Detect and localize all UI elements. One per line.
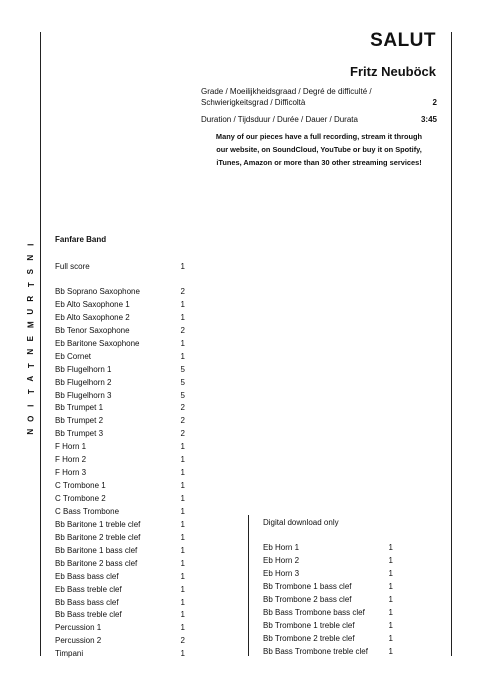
list-item: [55, 597, 185, 610]
list-item: [55, 364, 185, 377]
part-qty: 1: [180, 571, 185, 581]
part-name: Eb Baritone Saxophone: [55, 338, 140, 348]
side-label-letter: N: [26, 429, 36, 436]
part-qty: 1: [180, 442, 185, 452]
grade-label-line1: Grade / Moeilijkheidsgraad / Degré de difficulté /: [201, 87, 372, 96]
list-item: [55, 428, 185, 441]
part-name: Eb Horn 1: [263, 543, 300, 552]
list-item: [263, 568, 393, 581]
list-item: [263, 620, 393, 633]
part-name: Timpani: [55, 649, 84, 659]
list-item: [55, 351, 185, 364]
list-item: [55, 377, 185, 390]
part-name: Bb Flugelhorn 1: [55, 364, 112, 374]
part-name: Bb Trombone 2 bass clef: [263, 594, 352, 604]
part-name: C Bass Trombone: [55, 506, 120, 516]
full-score-qty: 1: [180, 262, 185, 271]
list-item: [55, 635, 185, 648]
list-item: [55, 415, 185, 428]
part-name: Bb Baritone 2 treble clef: [55, 532, 141, 542]
list-item: [263, 594, 393, 607]
part-qty: 5: [180, 390, 185, 400]
list-item: [55, 558, 185, 571]
part-qty: 1: [180, 545, 185, 555]
list-item: [55, 299, 185, 312]
part-qty: 2: [180, 403, 185, 413]
part-name: Eb Bass bass clef: [55, 571, 119, 581]
part-name: Bb Baritone 2 bass clef: [55, 558, 138, 568]
part-name: Eb Horn 3: [263, 568, 300, 578]
list-item: [263, 555, 393, 568]
part-name: Eb Cornet: [55, 351, 92, 361]
list-item: [55, 584, 185, 597]
duration-label: Duration / Tijdsduur / Durée / Dauer / Durata: [201, 115, 358, 124]
list-item: [55, 325, 185, 338]
side-label-letter: T: [26, 282, 36, 288]
side-label-letter: R: [26, 295, 36, 302]
part-qty: 1: [388, 646, 393, 656]
list-item: [55, 622, 185, 635]
part-qty: 1: [180, 532, 185, 542]
digital-download-title: Digital download only: [263, 518, 339, 527]
list-item: [263, 581, 393, 594]
left-margin-line: [40, 32, 41, 656]
list-item: [55, 467, 185, 480]
part-name: Bb Trumpet 2: [55, 416, 104, 426]
list-item: [263, 542, 393, 555]
list-item: [55, 454, 185, 467]
side-label-letter: M: [26, 321, 36, 329]
side-label-letter: T: [26, 389, 36, 395]
streaming-promo: [198, 130, 440, 169]
part-name: Bb Trombone 2 treble clef: [263, 633, 355, 643]
part-qty: 5: [180, 377, 185, 387]
part-name: Bb Baritone 1 treble clef: [55, 519, 141, 529]
part-qty: 1: [388, 594, 393, 604]
list-item: [55, 532, 185, 545]
side-label-letter: O: [26, 415, 36, 422]
part-qty: 1: [180, 519, 185, 529]
part-qty: 1: [388, 568, 393, 578]
part-qty: 1: [180, 584, 185, 594]
parts-list: [55, 286, 185, 661]
part-name: Eb Alto Saxophone 2: [55, 312, 130, 322]
side-label-letter: I: [26, 243, 36, 246]
section-title: Fanfare Band: [55, 235, 107, 244]
list-item: [263, 646, 393, 659]
part-qty: 1: [180, 610, 185, 620]
duration-value: 3:45: [420, 115, 437, 124]
part-name: Bb Baritone 1 bass clef: [55, 545, 138, 555]
list-item: [55, 312, 185, 325]
part-qty: 1: [180, 558, 185, 568]
list-item: [55, 480, 185, 493]
part-qty: 1: [388, 581, 393, 591]
grade-label-line2: Schwierigkeitsgrad / Difficoltà: [201, 98, 306, 107]
side-label-letter: N: [26, 348, 36, 355]
part-qty: 1: [388, 633, 393, 643]
list-item: [55, 493, 185, 506]
part-qty: 2: [180, 636, 185, 646]
full-score-row: [55, 262, 185, 271]
part-name: F Horn 1: [55, 442, 87, 452]
part-name: Bb Bass treble clef: [55, 610, 122, 620]
side-label-letter: N: [26, 255, 36, 261]
part-qty: 1: [180, 338, 185, 348]
part-qty: 1: [180, 494, 185, 503]
list-item: [55, 545, 185, 558]
part-qty: 1: [180, 597, 185, 607]
list-item: [55, 609, 185, 622]
part-name: C Trombone 2: [55, 494, 106, 503]
digital-parts-list: [263, 542, 393, 658]
side-label-letter: E: [26, 335, 36, 342]
promo-line-2: our website, on SoundCloud, YouTube or buy it on Spotify,: [216, 145, 422, 154]
part-qty: 1: [180, 299, 185, 309]
part-name: F Horn 2: [55, 455, 87, 465]
composer-name: Fritz Neuböck: [350, 64, 436, 79]
part-qty: 1: [180, 506, 185, 516]
part-qty: 1: [180, 455, 185, 465]
side-label-letter: T: [26, 362, 36, 368]
part-qty: 2: [180, 325, 185, 335]
list-item: [263, 633, 393, 646]
part-qty: 2: [180, 287, 185, 296]
part-qty: 1: [180, 312, 185, 322]
grade-value: 2: [432, 98, 437, 107]
part-name: Eb Alto Saxophone 1: [55, 299, 130, 309]
part-qty: 2: [180, 416, 185, 426]
part-qty: 2: [180, 429, 185, 439]
list-item: [55, 390, 185, 403]
duration-row: [201, 114, 437, 125]
list-item: [55, 519, 185, 532]
promo-line-3: iTunes, Amazon or more than 30 other streaming services!: [216, 158, 422, 167]
list-item: [55, 648, 185, 661]
list-item: [55, 441, 185, 454]
part-name: Bb Trumpet 1: [55, 403, 104, 413]
side-label-letter: I: [26, 404, 36, 407]
right-margin-line: [451, 32, 452, 656]
part-qty: 1: [180, 649, 185, 659]
promo-line-1: Many of our pieces have a full recording, stream it through: [215, 132, 423, 141]
part-name: Bb Flugelhorn 3: [55, 390, 112, 400]
part-name: Bb Flugelhorn 2: [55, 377, 112, 387]
grade-row: [201, 86, 437, 108]
part-name: Bb Trombone 1 treble clef: [263, 620, 355, 630]
list-item: [55, 571, 185, 584]
list-item: [55, 506, 185, 519]
part-name: Bb Soprano Saxophone: [55, 287, 140, 296]
list-item: [55, 286, 185, 299]
part-name: Percussion 1: [55, 623, 102, 633]
part-qty: 1: [180, 468, 185, 478]
digital-divider-line: [248, 515, 249, 656]
piece-title: SALUT: [370, 30, 436, 51]
part-name: Eb Bass treble clef: [55, 584, 122, 594]
full-score-name: Full score: [55, 262, 90, 271]
list-item: [55, 402, 185, 415]
part-name: F Horn 3: [55, 468, 87, 478]
part-name: Bb Trombone 1 bass clef: [263, 581, 352, 591]
list-item: [55, 338, 185, 351]
part-name: Eb Horn 2: [263, 555, 300, 565]
side-label-letter: U: [26, 308, 36, 315]
part-name: Bb Bass Trombone bass clef: [263, 607, 365, 617]
part-qty: 1: [388, 555, 393, 565]
part-qty: 5: [180, 364, 185, 374]
part-name: Bb Trumpet 3: [55, 429, 104, 439]
part-qty: 1: [388, 543, 393, 552]
part-name: Bb Bass bass clef: [55, 597, 119, 607]
part-name: Bb Bass Trombone treble clef: [263, 646, 368, 656]
part-name: Percussion 2: [55, 636, 102, 646]
part-qty: 1: [180, 481, 185, 491]
instrumentation-side-label: [25, 238, 37, 439]
part-name: Bb Tenor Saxophone: [55, 325, 130, 335]
part-qty: 1: [180, 351, 185, 361]
part-qty: 1: [388, 620, 393, 630]
part-qty: 1: [388, 607, 393, 617]
part-name: C Trombone 1: [55, 481, 106, 491]
side-label-letter: S: [26, 268, 36, 275]
part-qty: 1: [180, 623, 185, 633]
list-item: [263, 607, 393, 620]
side-label-letter: A: [26, 375, 36, 382]
